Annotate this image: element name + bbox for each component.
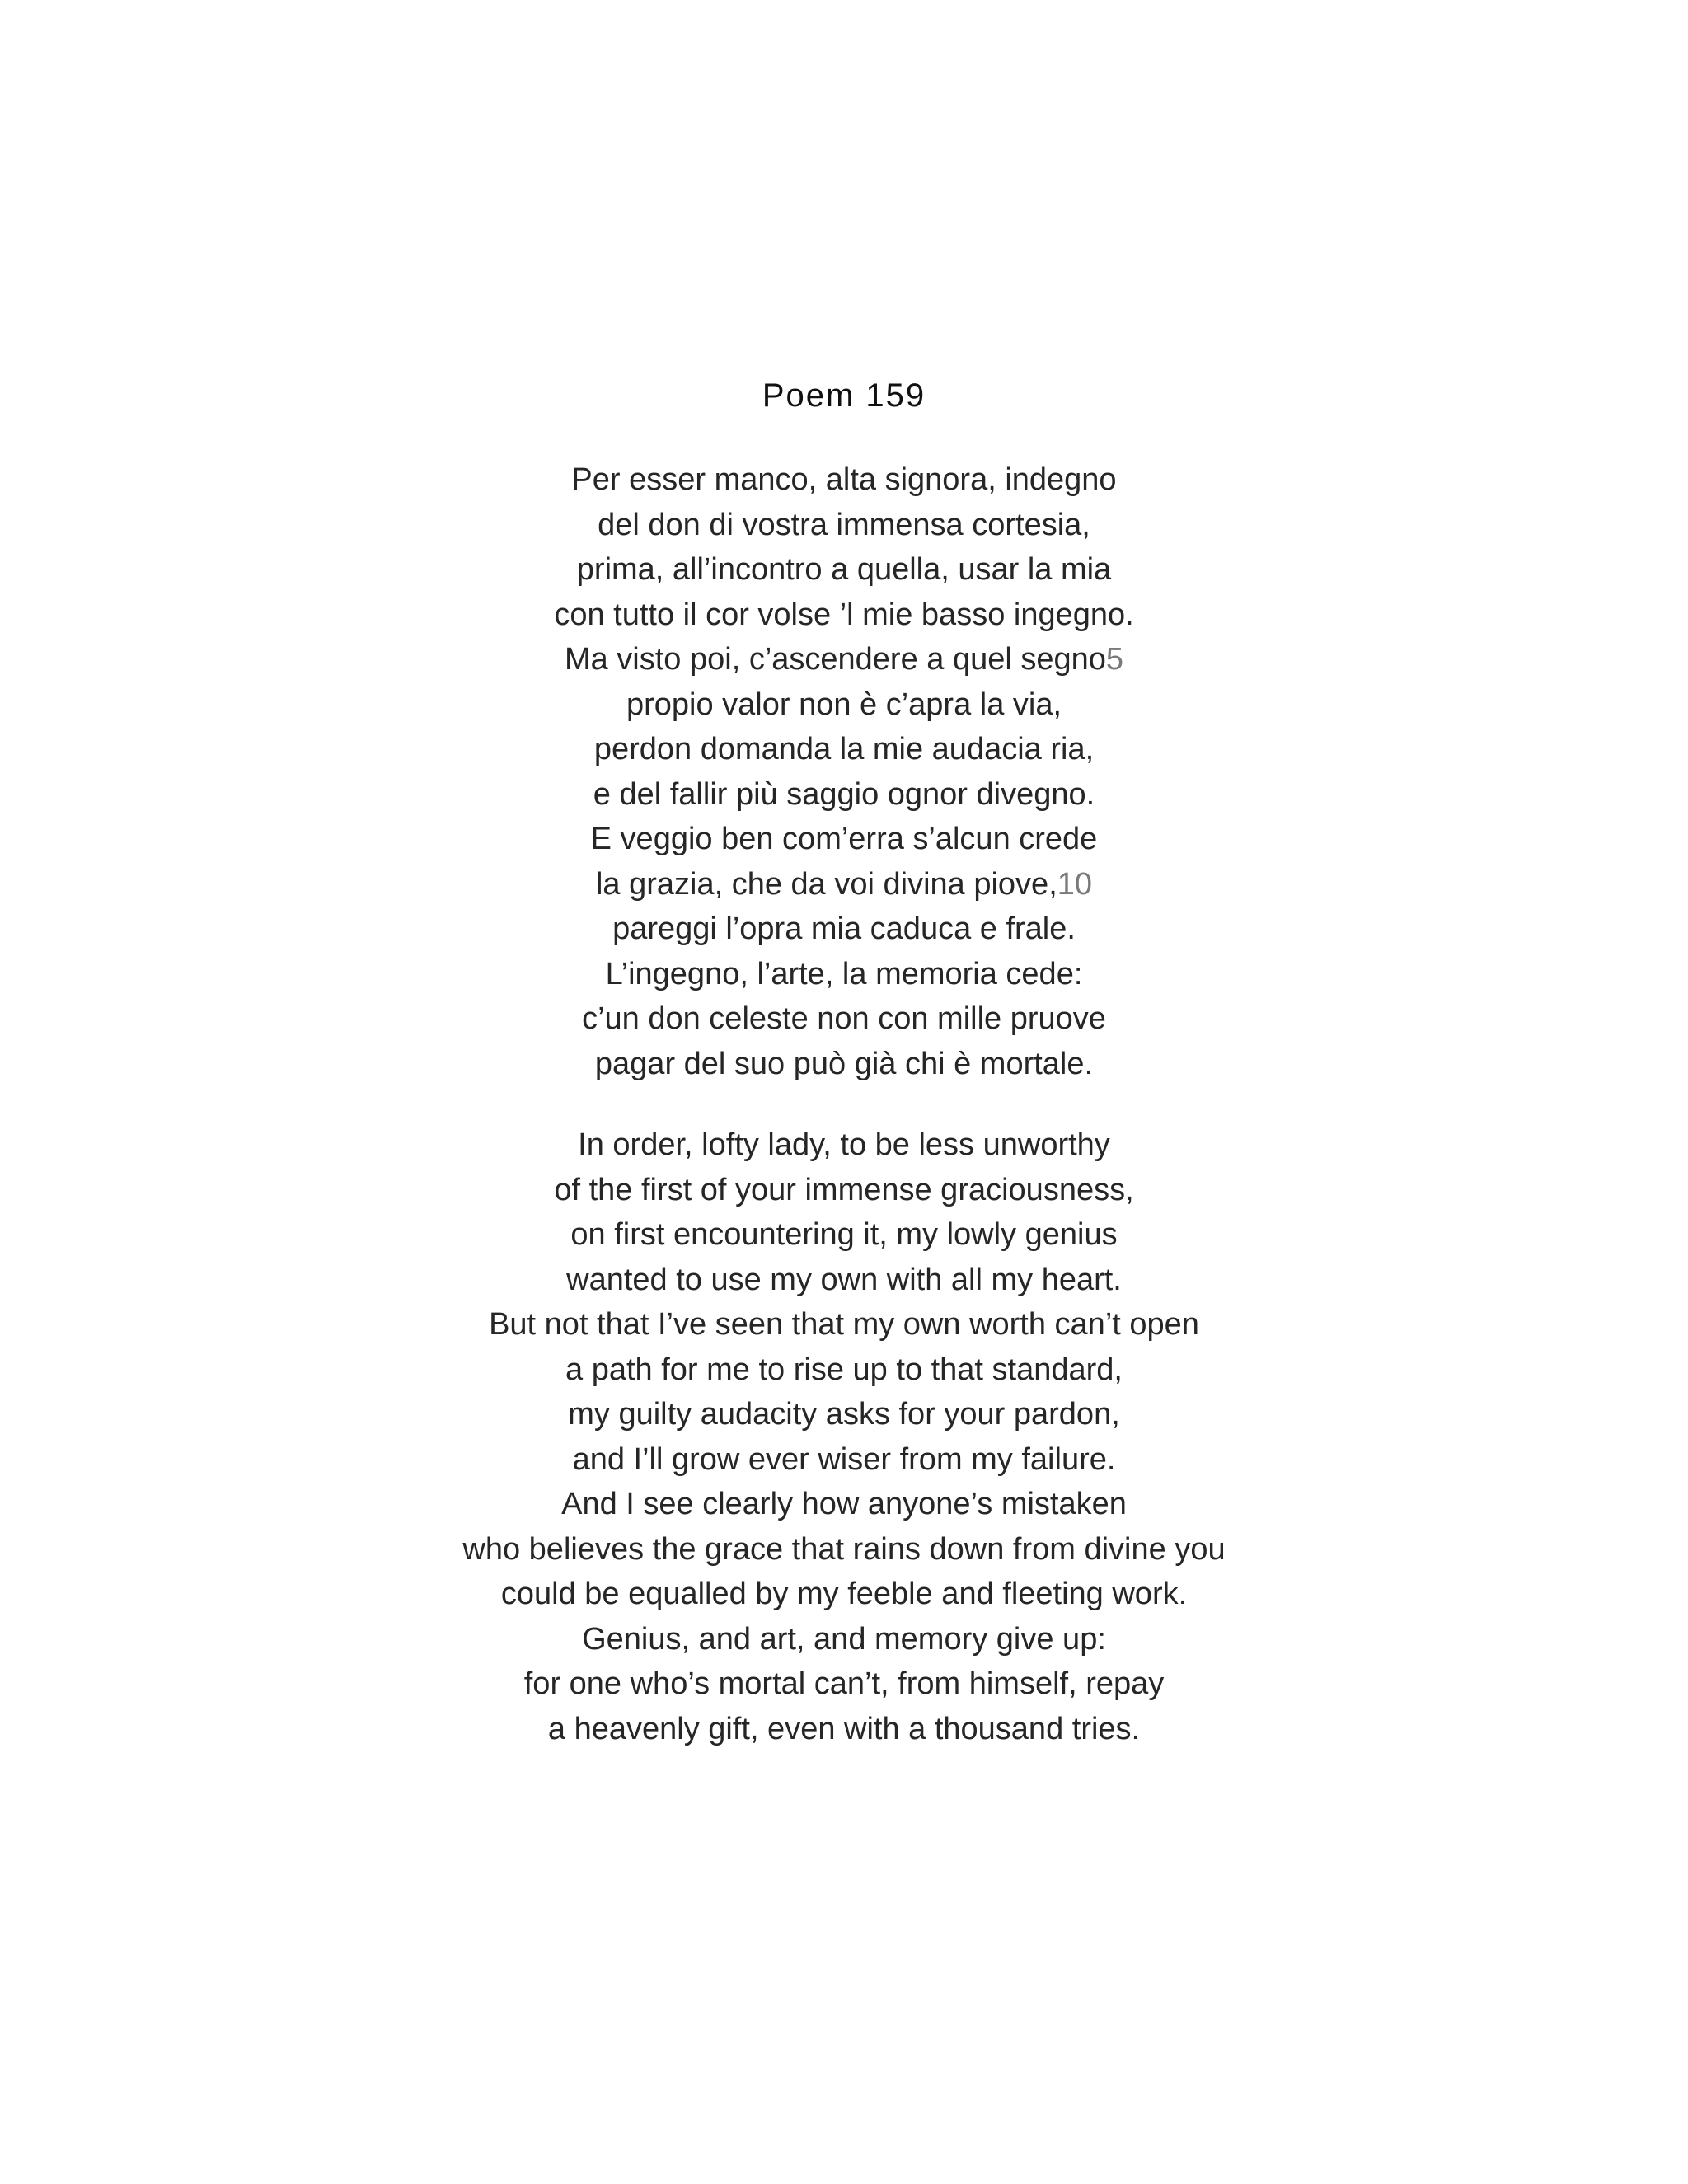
translation-line: and I’ll grow ever wiser from my failure. (572, 1441, 1116, 1477)
italian-stanza (0, 457, 1688, 1086)
poem-line: perdon domanda la mie audacia ria, (593, 732, 1095, 766)
translation-line: on first encountering it, my lowly genius (570, 1217, 1118, 1252)
poem-line: prima, all’incontro a quella, usar la mia (576, 552, 1112, 587)
translation-line: for one who’s mortal can’t, from himself, repay (523, 1666, 1165, 1701)
poem-line: Per esser manco, alta signora, indegno (571, 462, 1117, 497)
poem-line: pagar del suo può già chi è mortale. (594, 1046, 1094, 1081)
line-number: 10 (1057, 866, 1093, 902)
poem-line: E veggio ben com’erra s’alcun crede (590, 822, 1098, 856)
translation-line: of the first of your immense graciousness, (554, 1172, 1134, 1207)
english-stanza (0, 1122, 1688, 1751)
poem-line: L’ingegno, l’arte, la memoria cede: (605, 956, 1083, 991)
translation-line: But not that I’ve seen that my own worth can’t open (489, 1307, 1199, 1342)
poem-line: del don di vostra immensa cortesia, (598, 507, 1090, 542)
translation-line: And I see clearly how anyone’s mistaken (561, 1487, 1127, 1521)
line-number: 5 (1105, 642, 1124, 677)
translation-line: my guilty audacity asks for your pardon, (568, 1397, 1120, 1432)
translation-line: In order, lofty lady, to be less unworthy (578, 1127, 1110, 1162)
poem-line: pareggi l’opra mia caduca e frale. (612, 912, 1076, 946)
poem-title: Poem 159 (762, 377, 926, 414)
translation-line: who believes the grace that rains down from divine you (462, 1531, 1226, 1567)
poem-line: e del fallir più saggio ognor divegno. (593, 776, 1095, 812)
poem-line: Ma visto poi, c’ascendere a quel segno5 (564, 642, 1124, 677)
translation-line: could be equalled by my feeble and fleeting work. (500, 1577, 1188, 1611)
poem-line: propio valor non è c’apra la via, (626, 687, 1062, 722)
translation-line: wanted to use my own with all my heart. (566, 1262, 1122, 1297)
poem-line: con tutto il cor volse ’l mie basso ingegno. (554, 597, 1134, 632)
translation-line: a heavenly gift, even with a thousand tries. (547, 1711, 1141, 1746)
translation-line: a path for me to rise up to that standard, (565, 1352, 1123, 1387)
poem-line: la grazia, che da voi divina piove,10 (595, 866, 1093, 902)
poem-line: c’un don celeste non con mille pruove (582, 1001, 1106, 1036)
translation-line: Genius, and art, and memory give up: (582, 1621, 1106, 1657)
